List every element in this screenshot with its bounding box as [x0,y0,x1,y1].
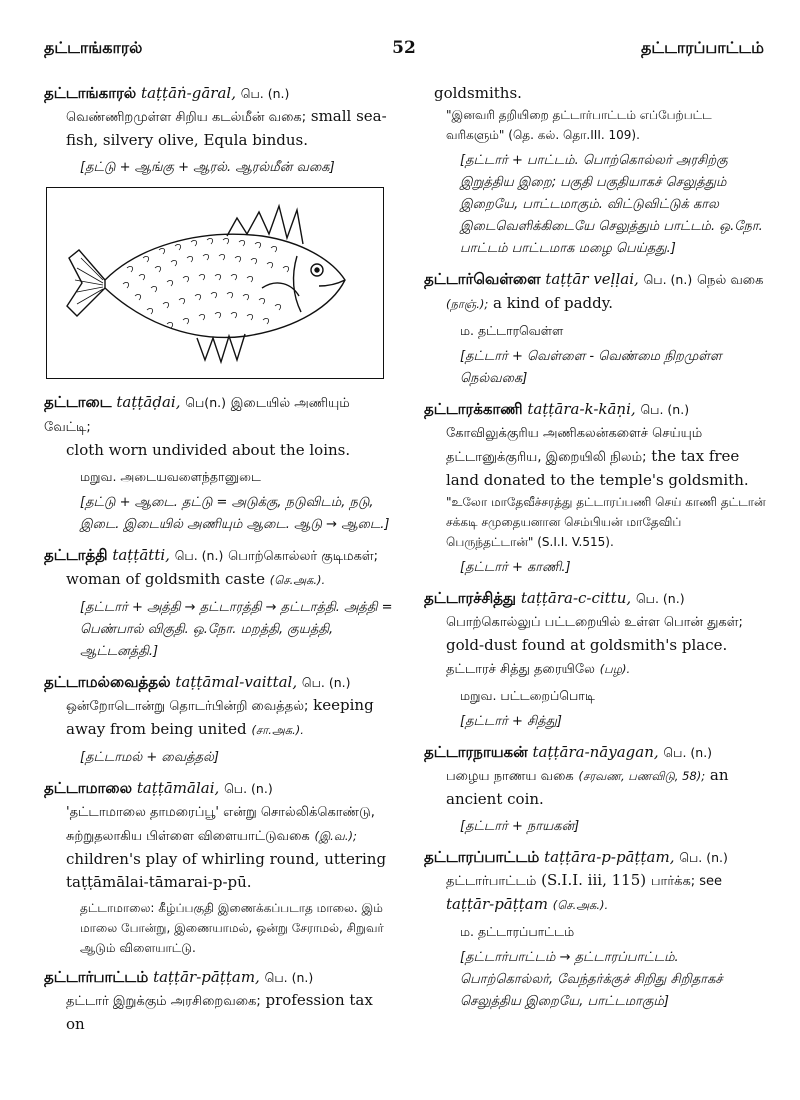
entry-part-of-speech: பெ. (n.) [264,970,314,985]
entry-transliteration: taṭṭāra-c-cittu, [520,589,632,607]
entry-transliteration: taṭṭār-pāṭṭam, [153,968,260,986]
dictionary-entry [424,587,770,733]
entry-headword: தட்டாமாலை [44,779,133,797]
entry-etymology: [தட்டார் + சித்து] [460,714,562,729]
entry-transliteration: taṭṭār veḷḷai, [545,270,639,288]
entry-transliteration: taṭṭāmal-vaittal, [175,673,298,691]
entry-etymology: [தட்டார் + அத்தி → தட்டாரத்தி → தட்டாத்தி. அத்தி = பெண்பால் விகுதி. ஒ.நோ. மறத்தி, குயத்தி, ஆட்டனத்தி.] [80,600,393,659]
entry-part-of-speech: பெ. (n.) [643,272,693,287]
entry-transliteration: taṭṭāmālai, [136,779,220,797]
entry-english-definition: profession tax on [66,991,373,1033]
entry-etymology: [தட்டு + ஆங்கு + ஆரல். ஆரல்மீன் வகை] [80,160,335,175]
entry-headword: தட்டார்வெள்ளை [424,270,541,288]
entry-part-of-speech: பெ. (n.) [679,850,728,865]
entry-source: (சரவண, பணவிடு, 58); [578,769,706,783]
dictionary-entry-continued [424,82,770,260]
entry-part-of-speech: பெ. (n.) [224,781,273,796]
entry-headword: தட்டார்பாட்டம் [44,968,149,986]
entry-english-definition: goldsmiths. [434,84,522,102]
dictionary-entry [44,544,394,663]
dictionary-entry [44,671,394,769]
entry-quotation: "இனவரி தறியிறை தட்டார்பாட்டம் எப்பேற்பட்ட வரிகளும்" (தெ. கல். தொ.III. 109). [446,108,712,142]
dictionary-entry [424,741,770,838]
entry-tamil-definition: 'தட்டாமாலை தாமரைப்பூ' என்று சொல்லிக்கொண்டு, சுற்றுதலாகிய பிள்ளை விளையாட்டுவகை [66,805,375,844]
entry-tamil-definition: பொற்கொல்லுப் பட்டறையில் உள்ள பொன் துகள்; [446,615,743,630]
entry-etymology: [தட்டார்பாட்டம் → தட்டாரப்பாட்டம். பொற்கொல்லர், வேந்தர்க்குச் சிறிது சிறிதாகச் செலுத்திய இறையே, பாட்டமாகும்] [460,950,723,1009]
entry-part-of-speech: பெ. (n.) [663,745,713,760]
entry-part-of-speech: பெ(n.) [185,395,226,410]
entry-source: (இ.வ.); [314,829,357,843]
entry-tamil-definition: வெண்ணிறமுள்ள சிறிய கடல்மீன் வகை; [66,110,307,125]
entry-etymology: [தட்டார் + நாயகன்] [460,819,580,834]
entry-part-of-speech: பெ. (n.) [640,402,690,417]
entry-cognate: ம. தட்டாரப்பாட்டம் [460,924,575,939]
entry-headword: தட்டாடை [44,393,112,411]
entry-part-of-speech: பெ. (n.) [174,548,224,563]
right-column [424,82,770,1021]
entry-headword: தட்டாரக்காணி [424,400,523,418]
entry-see-transliteration: taṭṭār-pāṭṭam [446,895,548,913]
entry-etymology: [தட்டு + ஆடை. தட்டு = அடுக்கு, நடுவிடம், நடு, இடை. இடையில் அணியும் ஆடை. ஆடு → ஆடை.] [80,495,390,532]
entry-english-definition: woman of goldsmith caste [66,570,265,588]
entry-english-definition: small sea-fish, silvery olive, Equla bindus. [66,107,387,149]
entry-cross-reference-word: தட்டார்பாட்டம் [446,874,537,889]
dictionary-entry [44,391,394,536]
header-right-guide-word: தட்டாரப்பாட்டம் [640,38,764,57]
left-column [44,82,394,1044]
entry-etymology: [தட்டாமல் + வைத்தல்] [80,750,219,765]
entry-transliteration: taṭṭāṅ-gāral, [141,84,236,102]
entry-tamil-definition: நெல் வகை [696,273,764,288]
entry-see-label: பார்க்க; see [650,874,723,889]
entry-tamil-definition: கோவிலுக்குரிய அணிகலன்களைச் செய்யும் தட்டானுக்குரிய, இறையிலி நிலம்; [446,426,703,465]
entry-source: (பழ). [599,662,631,676]
entry-source: (செ.அக.). [552,898,609,912]
dictionary-entry [424,268,770,390]
entry-quotation: "உலோ மாதேவீச்சரத்து தட்டாரப்பணி செய் காணி தட்டான் சக்கடி சமுதையனான செம்பியன் மாதேவிப் பெருந்தட்டான்" (S.I.I. V.515). [446,495,766,549]
entry-etymology: [தட்டார் + வெள்ளை - வெண்மை நிறமுள்ள நெல்வகை] [460,349,722,386]
entry-transliteration: taṭṭāra-p-pāṭṭam, [544,848,675,866]
dictionary-entry [44,82,394,179]
entry-etymology: [தட்டார் + காணி.] [460,560,571,575]
entry-headword: தட்டாமல்வைத்தல் [44,673,171,691]
entry-tamil-definition: இடையில் அணியும் வேட்டி; [44,396,350,435]
dictionary-entry [424,398,770,579]
fish-illustration-icon [47,188,383,378]
entry-tamil-definition: பொற்கொல்லர் குடிமகள்; [228,549,378,564]
entry-headword: தட்டாங்காரல் [44,84,137,102]
entry-source: (சா.அக.). [251,723,304,737]
entry-synonym: மறுவ. பட்டறைப்பொடி [460,688,595,703]
entry-english-definition: gold-dust found at goldsmith's place. [446,636,728,654]
entry-english-definition: a kind of paddy. [493,294,614,312]
entry-transliteration: taṭṭāra-k-kāṇi, [527,400,636,418]
entry-headword: தட்டாரச்சித்து [424,589,517,607]
entry-part-of-speech: பெ. (n.) [301,675,351,690]
entry-etymology: [தட்டார் + பாட்டம். பொற்கொல்லர் அரசிற்கு இறுத்திய இறை; பகுதி பகுதியாகச் செலுத்தும் இறையே, பாட்டமாகும். விட்டுவிட்டுக் கால இடைவெளிக்கிடையே செலுத்தும் பாட்டம். ஒ.நோ. பாட்டம் பாட்டமாக மழை பெய்தது.] [460,153,763,256]
entry-transliteration: taṭṭātti, [112,546,170,564]
running-header [44,38,764,70]
header-left-guide-word: தட்டாங்காரல் [44,38,143,57]
entry-source: (நாஞ்.); [446,297,489,311]
entry-tamil-definition: ஒன்றோடொன்று தொடர்பின்றி வைத்தல்; [66,699,309,714]
entry-source: (செ.அக.). [269,573,326,587]
dictionary-entry [424,846,770,1013]
entry-note: தட்டாமாலை: கீழ்ப்பகுதி இணைக்கப்படாத மாலை. இம் மாலை போன்று, இணையாமல், ஒன்று சேராமல், சிறுவர் ஆடும் விளையாட்டு. [80,901,384,955]
entry-transliteration: taṭṭāḍai, [116,393,181,411]
dictionary-entry [44,966,394,1036]
entry-tamil-definition: தட்டார் இறுக்கும் அரசிறைவகை; [66,994,261,1009]
entry-cognate: ம. தட்டாரவெள்ள [460,323,564,338]
entry-headword: தட்டாரநாயகன் [424,743,528,761]
entry-tamil-definition: பழைய நாணய வகை [446,769,574,784]
entry-headword: தட்டாரப்பாட்டம் [424,848,540,866]
entry-transliteration: taṭṭāra-nāyagan, [532,743,659,761]
entry-headword: தட்டாத்தி [44,546,108,564]
entry-english-definition: an ancient coin. [446,766,729,808]
entry-part-of-speech: பெ. (n.) [635,591,685,606]
entry-part-of-speech: பெ. (n.) [240,86,290,101]
entry-english-definition: the tax free land donated to the temple's goldsmith. [446,447,749,489]
entry-synonym: மறுவ. அடையவளைந்தானுடை [80,469,261,484]
page-number: 52 [392,38,416,58]
entry-english-definition: cloth worn undivided about the loins. [66,441,351,459]
entry-inscription-reference: (S.I.I. iii, 115) [541,871,647,889]
fish-illustration [46,187,384,379]
dictionary-entry [44,777,394,958]
entry-english-definition: keeping away from being united [66,696,374,738]
entry-example: தட்டாரச் சித்து தரையிலே [446,662,595,677]
entry-english-definition: children's play of whirling round, uttering taṭṭāmālai-tāmarai-p-pū. [66,850,387,891]
